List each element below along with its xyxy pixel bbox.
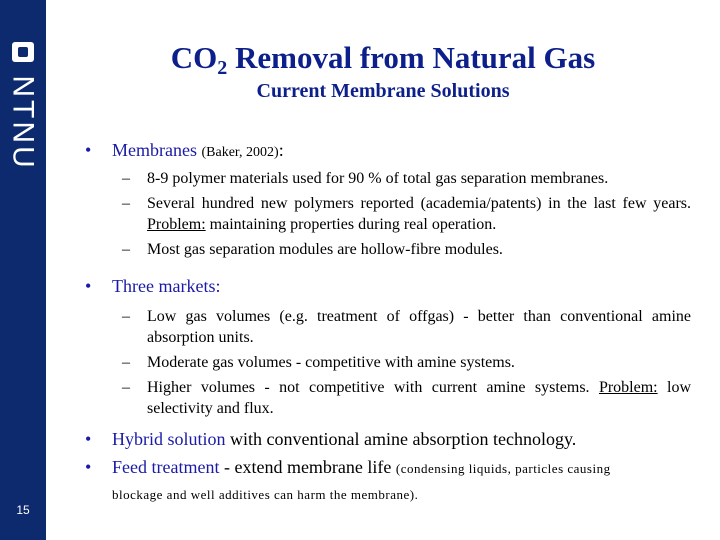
list-item: – Higher volumes - not competitive with current amine systems. Problem: low selectivity and flux. — [122, 379, 692, 417]
bullet-icon: • — [85, 429, 92, 449]
bullet-three-markets: • Three markets: — [85, 276, 221, 296]
sidebar — [0, 0, 46, 540]
sub-list-markets — [122, 306, 691, 419]
slide-content — [85, 138, 691, 507]
bullet-feed-treatment: • Feed treatment - extend membrane life (condensing liquids, particles causing blockage and well additives can harm the membrane). — [85, 457, 611, 502]
list-item: – Moderate gas volumes - competitive with amine systems. — [122, 354, 515, 371]
page-number: 15 — [16, 503, 30, 517]
ntnu-logo — [7, 68, 41, 178]
slide-subtitle: Current Membrane Solutions — [256, 80, 510, 102]
bullet-membranes: • Membranes (Baker, 2002): — [85, 140, 284, 160]
bullet-icon: • — [85, 276, 92, 296]
bullet-hybrid-solution: • Hybrid solution with conventional amine absorption technology. — [85, 429, 577, 449]
list-item: – 8-9 polymer materials used for 90 % of total gas separation membranes. — [122, 170, 609, 187]
bullet-icon: • — [85, 140, 92, 160]
slide-title: $CO_2$ Removal from Natural Gas — [170, 40, 596, 79]
list-item: – Low gas volumes (e.g. treatment of offgas) - better than conventional amine absorption units. — [122, 308, 691, 346]
ntnu-logo-icon — [12, 42, 34, 62]
bullet-icon: • — [85, 457, 92, 477]
sub-list-membranes — [122, 168, 691, 260]
list-item: – Most gas separation modules are hollow-fibre modules. — [122, 241, 503, 258]
list-item: – Several hundred new polymers reported (academia/patents) in the last few years. Problem: maintaining properties during real operation. — [122, 195, 691, 233]
logo-text: NTNU — [7, 75, 41, 171]
